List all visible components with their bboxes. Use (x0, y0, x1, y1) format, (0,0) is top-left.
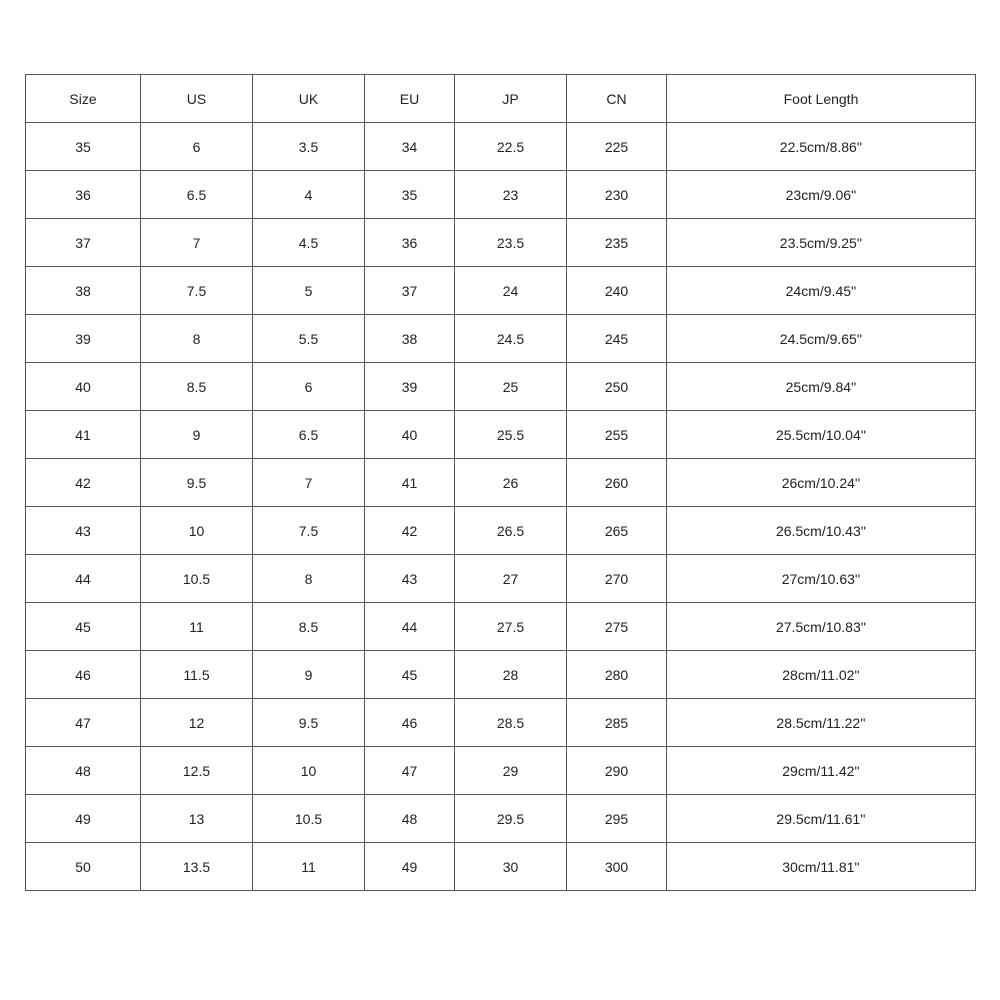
cell-size: 36 (26, 171, 141, 219)
cell-foot-length: 26cm/10.24'' (667, 459, 976, 507)
cell-uk: 10 (253, 747, 365, 795)
table-row (26, 843, 976, 891)
cell-us: 7.5 (141, 267, 253, 315)
cell-uk: 7 (253, 459, 365, 507)
cell-cn: 300 (567, 843, 667, 891)
cell-us: 13.5 (141, 843, 253, 891)
cell-eu: 37 (365, 267, 455, 315)
cell-foot-length: 30cm/11.81'' (667, 843, 976, 891)
header-eu: EU (365, 75, 455, 123)
cell-foot-length: 24.5cm/9.65'' (667, 315, 976, 363)
cell-eu: 48 (365, 795, 455, 843)
cell-foot-length: 23cm/9.06'' (667, 171, 976, 219)
cell-us: 6.5 (141, 171, 253, 219)
cell-eu: 38 (365, 315, 455, 363)
header-us: US (141, 75, 253, 123)
cell-size: 41 (26, 411, 141, 459)
cell-jp: 27.5 (455, 603, 567, 651)
cell-cn: 270 (567, 555, 667, 603)
cell-us: 9 (141, 411, 253, 459)
table-row (26, 315, 976, 363)
cell-eu: 45 (365, 651, 455, 699)
cell-foot-length: 27cm/10.63'' (667, 555, 976, 603)
cell-cn: 255 (567, 411, 667, 459)
cell-cn: 250 (567, 363, 667, 411)
cell-cn: 245 (567, 315, 667, 363)
cell-cn: 260 (567, 459, 667, 507)
cell-us: 7 (141, 219, 253, 267)
cell-foot-length: 26.5cm/10.43'' (667, 507, 976, 555)
cell-size: 39 (26, 315, 141, 363)
cell-jp: 22.5 (455, 123, 567, 171)
cell-cn: 280 (567, 651, 667, 699)
cell-eu: 36 (365, 219, 455, 267)
cell-uk: 10.5 (253, 795, 365, 843)
cell-jp: 25.5 (455, 411, 567, 459)
table-row (26, 267, 976, 315)
cell-uk: 7.5 (253, 507, 365, 555)
table-row (26, 651, 976, 699)
table-row (26, 219, 976, 267)
cell-foot-length: 25cm/9.84'' (667, 363, 976, 411)
cell-jp: 26.5 (455, 507, 567, 555)
cell-jp: 30 (455, 843, 567, 891)
cell-foot-length: 29cm/11.42'' (667, 747, 976, 795)
cell-jp: 23.5 (455, 219, 567, 267)
cell-us: 11.5 (141, 651, 253, 699)
cell-us: 12 (141, 699, 253, 747)
cell-cn: 235 (567, 219, 667, 267)
table-row (26, 747, 976, 795)
cell-us: 6 (141, 123, 253, 171)
cell-eu: 39 (365, 363, 455, 411)
cell-uk: 9 (253, 651, 365, 699)
cell-foot-length: 27.5cm/10.83'' (667, 603, 976, 651)
cell-foot-length: 23.5cm/9.25'' (667, 219, 976, 267)
cell-cn: 290 (567, 747, 667, 795)
cell-foot-length: 22.5cm/8.86'' (667, 123, 976, 171)
cell-foot-length: 29.5cm/11.61'' (667, 795, 976, 843)
cell-us: 13 (141, 795, 253, 843)
table-row (26, 459, 976, 507)
cell-jp: 27 (455, 555, 567, 603)
cell-us: 10.5 (141, 555, 253, 603)
cell-size: 38 (26, 267, 141, 315)
table-row (26, 123, 976, 171)
cell-eu: 41 (365, 459, 455, 507)
cell-size: 46 (26, 651, 141, 699)
cell-size: 47 (26, 699, 141, 747)
cell-uk: 6 (253, 363, 365, 411)
cell-size: 40 (26, 363, 141, 411)
cell-jp: 28 (455, 651, 567, 699)
cell-eu: 44 (365, 603, 455, 651)
cell-cn: 275 (567, 603, 667, 651)
size-chart-table (25, 74, 976, 891)
cell-uk: 5 (253, 267, 365, 315)
cell-size: 49 (26, 795, 141, 843)
cell-cn: 225 (567, 123, 667, 171)
cell-eu: 34 (365, 123, 455, 171)
cell-cn: 230 (567, 171, 667, 219)
cell-uk: 5.5 (253, 315, 365, 363)
cell-uk: 8 (253, 555, 365, 603)
header-foot-length: Foot Length (667, 75, 976, 123)
header-size: Size (26, 75, 141, 123)
header-cn: CN (567, 75, 667, 123)
cell-foot-length: 28cm/11.02'' (667, 651, 976, 699)
cell-uk: 4 (253, 171, 365, 219)
table-row (26, 411, 976, 459)
cell-uk: 4.5 (253, 219, 365, 267)
cell-us: 9.5 (141, 459, 253, 507)
table-row (26, 699, 976, 747)
cell-size: 35 (26, 123, 141, 171)
header-uk: UK (253, 75, 365, 123)
cell-jp: 28.5 (455, 699, 567, 747)
cell-jp: 24 (455, 267, 567, 315)
cell-foot-length: 25.5cm/10.04'' (667, 411, 976, 459)
cell-eu: 40 (365, 411, 455, 459)
table-header-row (26, 75, 976, 123)
cell-us: 11 (141, 603, 253, 651)
cell-cn: 285 (567, 699, 667, 747)
cell-us: 8.5 (141, 363, 253, 411)
cell-size: 44 (26, 555, 141, 603)
cell-cn: 295 (567, 795, 667, 843)
cell-jp: 23 (455, 171, 567, 219)
cell-jp: 26 (455, 459, 567, 507)
cell-jp: 24.5 (455, 315, 567, 363)
table-body (26, 123, 976, 891)
cell-uk: 3.5 (253, 123, 365, 171)
table-row (26, 363, 976, 411)
cell-foot-length: 24cm/9.45'' (667, 267, 976, 315)
cell-uk: 8.5 (253, 603, 365, 651)
cell-size: 50 (26, 843, 141, 891)
cell-uk: 9.5 (253, 699, 365, 747)
cell-uk: 11 (253, 843, 365, 891)
table-row (26, 507, 976, 555)
cell-cn: 265 (567, 507, 667, 555)
cell-size: 48 (26, 747, 141, 795)
cell-us: 10 (141, 507, 253, 555)
cell-uk: 6.5 (253, 411, 365, 459)
cell-size: 42 (26, 459, 141, 507)
header-jp: JP (455, 75, 567, 123)
cell-us: 12.5 (141, 747, 253, 795)
table-row (26, 795, 976, 843)
cell-jp: 29 (455, 747, 567, 795)
cell-size: 37 (26, 219, 141, 267)
cell-jp: 29.5 (455, 795, 567, 843)
cell-size: 43 (26, 507, 141, 555)
cell-eu: 35 (365, 171, 455, 219)
cell-foot-length: 28.5cm/11.22'' (667, 699, 976, 747)
table-row (26, 171, 976, 219)
cell-jp: 25 (455, 363, 567, 411)
cell-eu: 49 (365, 843, 455, 891)
cell-size: 45 (26, 603, 141, 651)
cell-eu: 47 (365, 747, 455, 795)
table-row (26, 555, 976, 603)
cell-eu: 46 (365, 699, 455, 747)
cell-us: 8 (141, 315, 253, 363)
cell-eu: 42 (365, 507, 455, 555)
table-row (26, 603, 976, 651)
cell-eu: 43 (365, 555, 455, 603)
cell-cn: 240 (567, 267, 667, 315)
